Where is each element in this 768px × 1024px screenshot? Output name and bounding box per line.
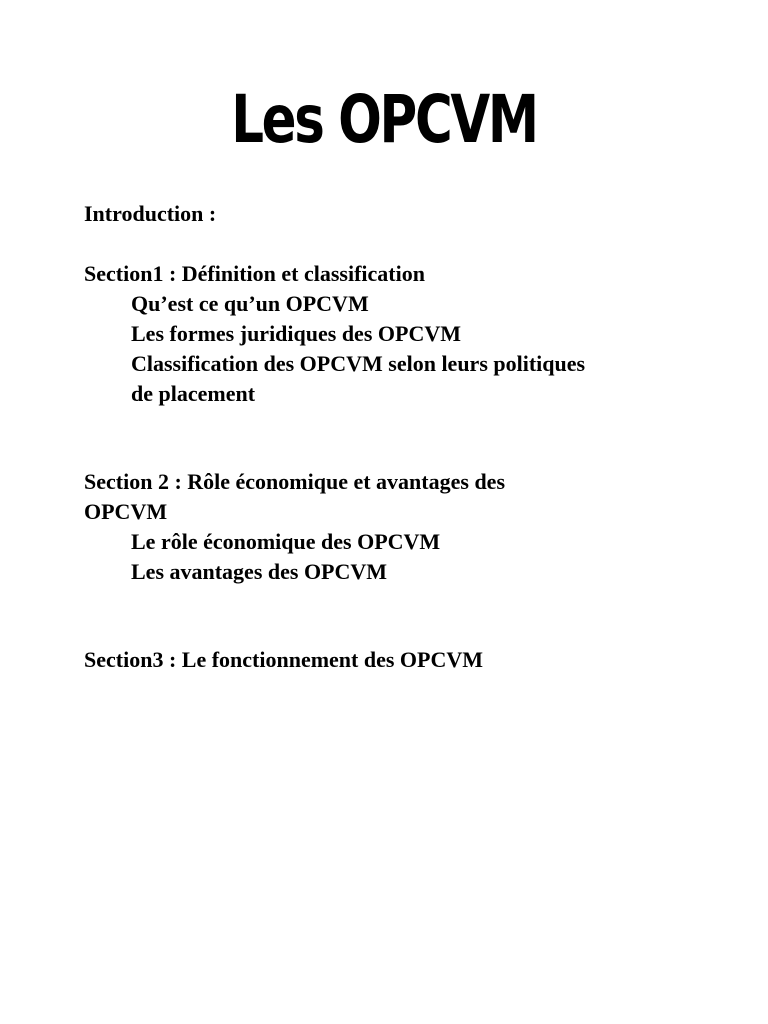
section1-item: Classification des OPCVM selon leurs politiques	[131, 351, 586, 376]
section1-item: Les formes juridiques des OPCVM	[131, 321, 461, 346]
spacer	[84, 587, 704, 645]
section1-heading: Section1 : Définition et classification	[84, 261, 425, 286]
document-title: Les OPCVM	[231, 81, 537, 158]
section2-heading-line1: Section 2 : Rôle économique et avantages des	[84, 469, 506, 494]
introduction-heading: Introduction :	[84, 201, 217, 226]
section3-heading: Section3 : Le fonctionnement des OPCVM	[84, 647, 484, 672]
section2-heading-line2: OPCVM	[84, 499, 168, 524]
section2-item: Le rôle économique des OPCVM	[131, 529, 441, 554]
table-of-contents	[84, 199, 704, 675]
spacer	[84, 409, 704, 467]
section1-item: Qu’est ce qu’un OPCVM	[131, 291, 369, 316]
section2-item: Les avantages des OPCVM	[131, 559, 388, 584]
spacer	[84, 229, 704, 259]
section1-item: de placement	[131, 381, 256, 406]
